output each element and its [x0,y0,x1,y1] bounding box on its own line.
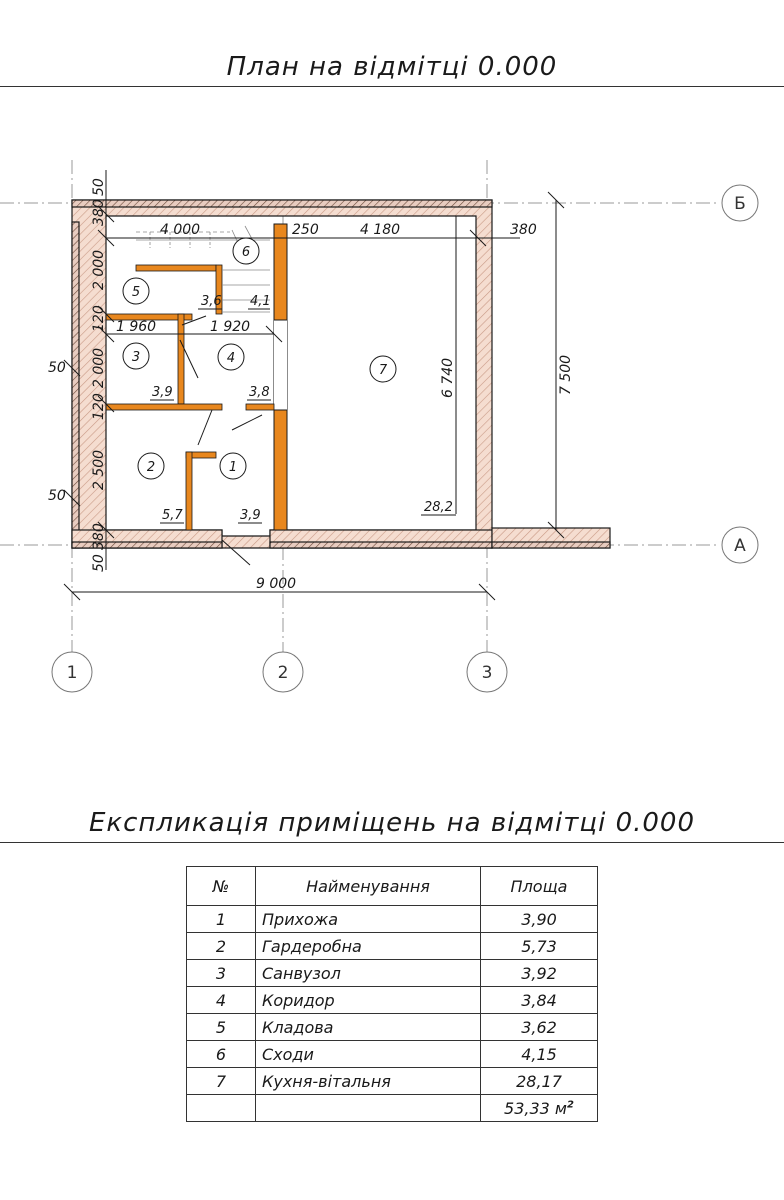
partition-vertical-mid [178,314,184,404]
total-value: 53,33 [504,1098,550,1118]
row-area: 3,92 [481,960,598,987]
row-num: 2 [187,933,256,960]
row-area: 28,17 [481,1068,598,1095]
row-name: Санвузол [256,960,481,987]
axis-label-b: Б [734,194,746,214]
table-row [187,987,598,1014]
dim-1920: 1 920 [210,319,251,335]
table-row [187,1068,598,1095]
dim-7500: 7 500 [558,354,574,395]
area-label-5: 3,6 [201,294,222,309]
row-name: Коридор [256,987,481,1014]
area-label-3: 3,9 [152,385,173,400]
row-num: 5 [187,1014,256,1041]
row-name: Прихожа [256,906,481,933]
table-row [187,1041,598,1068]
area-label-1: 3,9 [240,508,261,523]
room-number-1: 1 [228,460,238,475]
row-num: 7 [187,1068,256,1095]
dim-50-bottom: 50 [91,554,107,572]
partition-room3-2 [106,404,222,410]
dim-380-bottom: 380 [91,523,107,550]
row-num: 4 [187,987,256,1014]
dim-50-top: 50 [91,178,107,196]
dim-4180: 4 180 [360,222,401,238]
axis-label-3: 3 [481,663,493,683]
table-row [187,1014,598,1041]
area-label-2: 5,7 [162,508,183,523]
explication-title: Експликація приміщень на відмітці 0.000 [88,808,696,838]
axis-label-1: 1 [66,663,78,683]
total-unit-sup: 2 [567,1099,574,1111]
dim-250: 250 [292,222,319,238]
row-name: Гардеробна [256,933,481,960]
dim-380-top: 380 [91,199,107,226]
dim-2000-a: 2 000 [91,249,107,290]
header-num: № [187,867,256,906]
dim-120-b: 120 [91,393,107,420]
table-row [187,906,598,933]
row-name: Сходи [256,1041,481,1068]
row-area: 4,15 [481,1041,598,1068]
row-area: 3,62 [481,1014,598,1041]
table-row [187,960,598,987]
table-header-row [187,867,598,906]
area-label-4: 3,8 [249,385,270,400]
top-wall-dark [72,200,492,207]
dim-4000: 4 000 [160,222,201,238]
header-name: Найменування [256,867,481,906]
row-num: 3 [187,960,256,987]
dim-120-a: 120 [91,305,107,332]
room-number-5: 5 [131,285,141,300]
dim-2500: 2 500 [91,449,107,490]
dim-380-right: 380 [510,222,537,238]
dim-1960: 1 960 [116,319,157,335]
room-number-2: 2 [146,460,156,475]
row-num: 1 [187,906,256,933]
room-number-3: 3 [131,350,141,365]
row-name: Кухня-вітальня [256,1068,481,1095]
dim-2000-b: 2 000 [91,347,107,388]
dim-9000: 9 000 [256,576,297,592]
row-name: Кладова [256,1014,481,1041]
dim-50-low: 50 [48,488,66,504]
explication-title-rule [0,842,784,843]
row-area: 5,73 [481,933,598,960]
dim-6740: 6 740 [440,357,456,398]
total-unit: м [554,1098,567,1118]
table-total-row [187,1095,598,1122]
room-number-7: 7 [378,363,388,378]
total-area [481,1095,598,1122]
row-area: 3,84 [481,987,598,1014]
plan-title: План на відмітці 0.000 [226,52,558,82]
dim-50-mid: 50 [48,360,66,376]
room-number-6: 6 [241,245,251,260]
area-label-6: 4,1 [250,294,271,309]
explication-table [186,866,598,1122]
row-num: 6 [187,1041,256,1068]
room-number-4: 4 [226,351,236,366]
row-area: 3,90 [481,906,598,933]
area-label-7: 28,2 [424,500,453,515]
header-area: Площа [481,867,598,906]
axis-label-2: 2 [277,663,289,683]
table-row [187,933,598,960]
partition-stair [136,265,216,271]
axis-label-a: А [734,536,746,556]
